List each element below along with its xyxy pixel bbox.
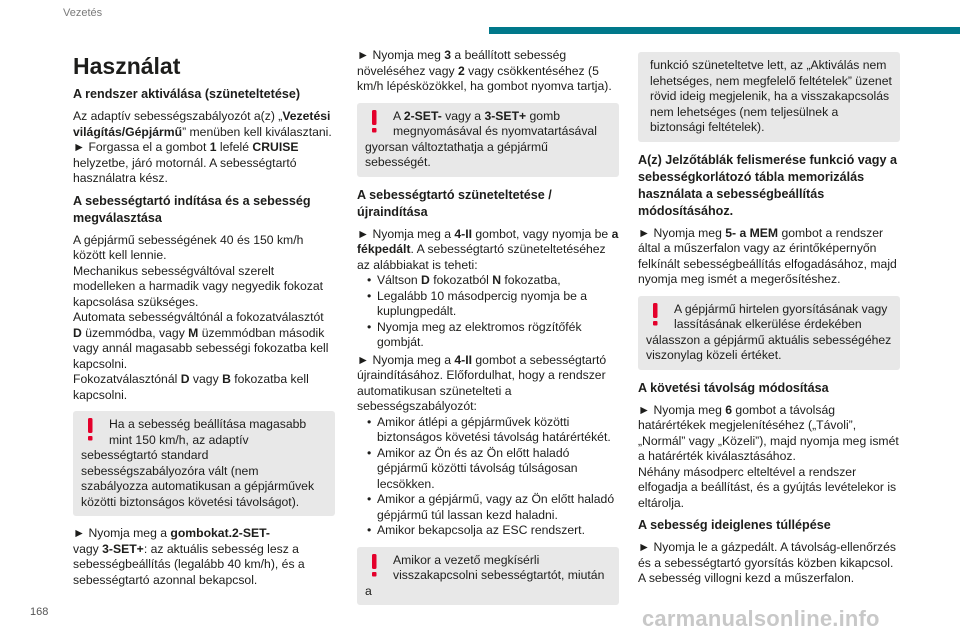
warning-box: A 2-SET- vagy a 3-SET+ gomb megnyomásával és nyomvatartásával gyorsan változtathatja a gépjármű sebességét. [357, 103, 619, 177]
heading-signs: A(z) Jelzőtáblák felismerése funkció vagy a sebességkorlátozó tábla memorizálás használata a sebességbeállítás módosításához. [638, 152, 897, 218]
list-item: • Amikor az Ön és az Ön előtt haladó gépjármű közötti távolság túlságosan lecsökken. [367, 445, 578, 491]
warning-box: Ha a sebesség beállítása magasabb mint 150 km/h, az adaptív sebességtartó standard sebességszabályozóra vált (nem szabályozza automatikusan a gépjárművek közötti biztonságos követési távolságot). [73, 411, 335, 516]
list-item: • Amikor a gépjármű, vagy az Ön előtt haladó gépjármű túl lassan kezd haladni. [367, 492, 615, 522]
column-2 [357, 48, 619, 615]
heading-exceed: A sebesség ideiglenes túllépése [638, 518, 831, 532]
paragraph: ► Nyomja meg 5- a MEM gombot a rendszer által a műszerfalon vagy az érintőképernyőn felkínált sebességbeállítás elfogadásához, majd nyomja meg ismét a megerősítéshez. [638, 225, 897, 286]
auto-pause-list [357, 415, 619, 539]
warning-box: Amikor a vezető megkísérli visszakapcsolni sebességtartót, miután a [357, 547, 619, 606]
warning-exclamation-icon [646, 302, 664, 328]
column-1 [73, 48, 335, 594]
page-number: 168 [30, 606, 49, 618]
column-3 [638, 48, 900, 593]
pause-options-list [357, 273, 619, 351]
heading-activate: A rendszer aktiválása (szüneteltetése) [73, 87, 301, 101]
list-item: • Nyomja meg az elektromos rögzítőfék gombját. [367, 319, 582, 349]
paragraph: ► Nyomja meg a 4-II gombot a sebességtartó újraindításához. Előfordulhat, hogy a rendszer automatikusan szünetelteti a sebességszabályozót: [357, 352, 607, 413]
heading-start: A sebességtartó indítása és a sebesség megválasztása [73, 193, 311, 225]
header-accent-bar [489, 27, 960, 34]
list-item: • Váltson D fokozatból N fokozatba, [367, 273, 561, 287]
heading-distance: A követési távolság módosítása [638, 380, 829, 395]
list-item: • Amikor bekapcsolja az ESC rendszert. [367, 523, 585, 537]
list-item: • Amikor átlépi a gépjárművek közötti biztonságos követési távolság határértékét. [367, 414, 611, 444]
section-title: Vezetés [63, 7, 103, 19]
paragraph: Az adaptív sebességszabályozót a(z) „Vezetési világítás/Gépjármű” menüben kell kiválasztani. ► Forgassa el a gombot 1 lefelé CRUISE helyzetbe, járó motornál. A sebességtartó használatra kész. [73, 109, 332, 185]
paragraph: ► Nyomja le a gázpedált. A távolság-ellenőrzés és a sebességtartó gyorsítás közben kikapcsol. A sebesség villogni kezd a műszerfalon. [638, 540, 896, 585]
list-item: • Legalább 10 másodpercig nyomja be a kuplungpedált. [367, 288, 588, 318]
warning-box: A gépjármű hirtelen gyorsításának vagy lassításának elkerülése érdekében válasszon a gépjármű aktuális sebességéhez viszonylag közeli értéket. [638, 296, 900, 370]
paragraph: ► Nyomja meg 6 gombot a távolság határértékek megjelenítéséhez („Távoli”, „Normál” vagy „Közeli”), majd nyomja meg ismét a határérték kiválasztásához. Néhány másodperc elteltével a rendszer elfogadja a beállítást, és a gyújtás levételekor is eltárolja. [638, 402, 899, 510]
warning-exclamation-icon [81, 417, 99, 443]
page-title: Használat [73, 53, 181, 79]
warning-exclamation-icon [365, 553, 383, 579]
paragraph: ► Nyomja meg 3 a beállított sebesség növeléséhez vagy 2 vagy csökkentéséhez (5 km/h lépésközökkel, ha gombot nyomva tartja). [357, 48, 612, 93]
paragraph: ► Nyomja meg a gombokat.2-SET- vagy 3-SET+: az aktuális sebesség lesz a sebességbeállítás (legalább 40 km/h), és a sebességtartó azonnal bekapcsol. [73, 526, 305, 587]
heading-pause: A sebességtartó szüneteltetése / újraindítása [357, 187, 552, 219]
warning-exclamation-icon [365, 109, 383, 135]
paragraph: ► Nyomja meg a 4-II gombot, vagy nyomja be a fékpedált. A sebességtartó szüneteltetéséhez az alábbiakat is teheti: [357, 226, 619, 272]
warning-box-continued: funkció szüneteltetve lett, az „Aktiválás nem lehetséges, nem megfelelő feltételek” üzenet rövid ideig megjelenik, ha a visszakapcsolás nem lehetséges (nem teljesülnek a biztonsági feltételek). [638, 52, 900, 142]
page-header [0, 0, 960, 36]
watermark: carmanualsonline.info [642, 606, 880, 631]
paragraph: A gépjármű sebességének 40 és 150 km/h között kell lennie. Mechanikus sebességváltóval szerelt modelleken a harmadik vagy negyedik fokozat kapcsolása szükséges. Automata sebességváltónál a fokozatválasztót D üzemmódba, vagy M üzemmódban második vagy annál magasabb sebességi fokozatba kell kapcsolni. Fokozatválasztónál D vagy B fokozatba kell kapcsolni. [73, 232, 329, 402]
